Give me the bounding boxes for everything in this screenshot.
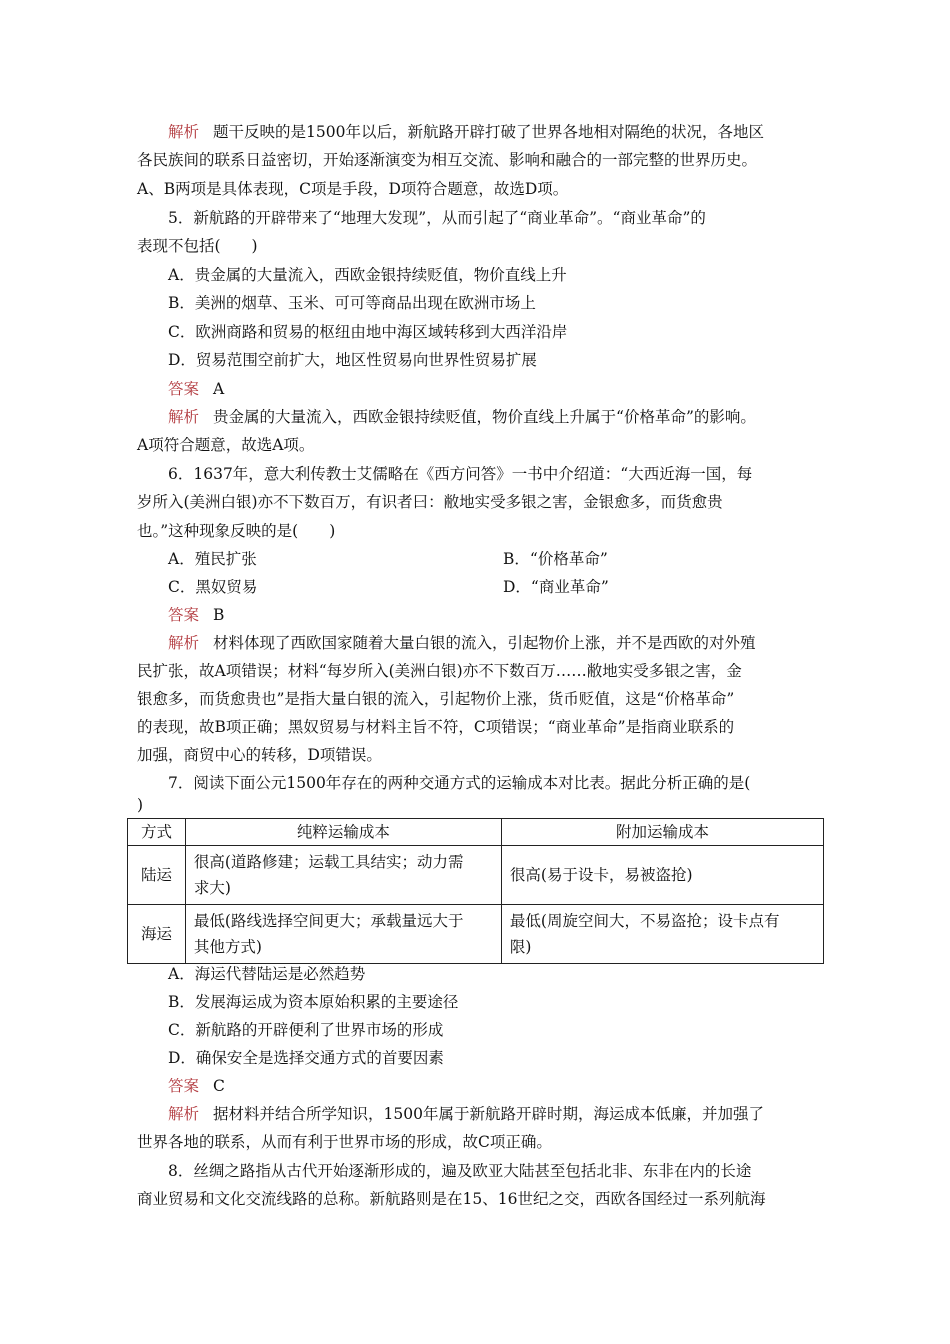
table-header: 方式 bbox=[128, 819, 186, 846]
explanation-q6-line-3: 银愈多，而货愈贵也”是指大量白银的流入，引起物价上涨，货币贬值，这是“价格革命” bbox=[137, 690, 735, 708]
question-6-option-b: B．“价格革命” bbox=[503, 550, 608, 568]
explanation-q6-line-2: 民扩张，故A项错误；材料“每岁所入(美洲白银)亦不下数百万……敝地实受多银之害，金 bbox=[137, 662, 742, 680]
table-cell bbox=[185, 905, 501, 964]
answer-value: C bbox=[213, 1077, 225, 1095]
table-cell-mode: 海运 bbox=[128, 905, 186, 964]
cell-line: 其他方式) bbox=[193, 938, 262, 956]
question-5-option-a: A．贵金属的大量流入，西欧金银持续贬值，物价直线上升 bbox=[168, 266, 567, 284]
question-6-option-d: D．“商业革命” bbox=[503, 578, 609, 596]
table-header: 附加运输成本 bbox=[501, 819, 823, 846]
question-7-option-b: B．发展海运成为资本原始积累的主要途径 bbox=[168, 993, 459, 1011]
table-row bbox=[128, 905, 824, 964]
question-7-option-a: A．海运代替陆运是必然趋势 bbox=[168, 965, 366, 983]
question-7-option-c: C．新航路的开辟便利了世界市场的形成 bbox=[168, 1021, 444, 1039]
explanation-q4-line-3: A、B两项是具体表现，C项是手段，D项符合题意，故选D项。 bbox=[137, 180, 569, 198]
table-cell bbox=[185, 846, 501, 905]
cell-line: 很高(道路修建；运载工具结实；动力需 bbox=[193, 853, 464, 871]
answer-label: 答案 bbox=[168, 1077, 200, 1095]
cell-line: 很高(易于设卡，易被盗抢) bbox=[509, 866, 693, 884]
transport-cost-table bbox=[127, 818, 824, 964]
explanation-q5-line-1 bbox=[168, 407, 756, 427]
question-6-option-a: A．殖民扩张 bbox=[168, 550, 257, 568]
explanation-q6-line-5: 加强，商贸中心的转移，D项错误。 bbox=[137, 746, 382, 764]
answer-label: 答案 bbox=[168, 380, 200, 398]
cell-line: 求大) bbox=[193, 879, 231, 897]
text: 材料体现了西欧国家随着大量白银的流入，引起物价上涨，并不是西欧的对外殖 bbox=[213, 634, 756, 652]
explanation-q7-line-2: 世界各地的联系，从而有利于世界市场的形成，故C项正确。 bbox=[137, 1133, 552, 1151]
explanation-q6-line-4: 的表现，故B项正确；黑奴贸易与材料主旨不符，C项错误；“商业革命”是指商业联系的 bbox=[137, 718, 735, 736]
question-5-stem-2: 表现不包括( ) bbox=[137, 237, 258, 255]
question-6-stem-1: 6．1637年，意大利传教士艾儒略在《西方问答》一书中介绍道：“大西近海一国，每 bbox=[168, 465, 753, 483]
explanation-q5-line-2: A项符合题意，故选A项。 bbox=[137, 436, 315, 454]
answer-label: 答案 bbox=[168, 606, 200, 624]
question-5-option-c: C．欧洲商路和贸易的枢纽由地中海区域转移到大西洋沿岸 bbox=[168, 323, 568, 341]
table-header-row bbox=[128, 819, 824, 846]
cell-line: 限) bbox=[509, 938, 532, 956]
question-7-stem-2: ) bbox=[137, 796, 144, 814]
cell-line: 最低(周旋空间大，不易盗抢；设卡点有 bbox=[509, 912, 780, 930]
table-cell bbox=[501, 905, 823, 964]
explanation-q7-line-1 bbox=[168, 1104, 764, 1124]
table-row bbox=[128, 846, 824, 905]
analysis-label: 解析 bbox=[168, 123, 200, 141]
text: 贵金属的大量流入，西欧金银持续贬值，物价直线上升属于“价格革命”的影响。 bbox=[213, 408, 756, 426]
table-cell bbox=[501, 846, 823, 905]
explanation-q4-line-1 bbox=[168, 122, 764, 142]
analysis-label: 解析 bbox=[168, 408, 200, 426]
question-6-option-c: C．黑奴贸易 bbox=[168, 578, 258, 596]
question-6-stem-2: 岁所入(美洲白银)亦不下数百万，有识者曰：敝地实受多银之害，金银愈多，而货愈贵 bbox=[137, 493, 723, 511]
question-5-option-b: B．美洲的烟草、玉米、可可等商品出现在欧洲市场上 bbox=[168, 294, 536, 312]
analysis-label: 解析 bbox=[168, 634, 200, 652]
explanation-q4-line-2: 各民族间的联系日益密切，开始逐渐演变为相互交流、影响和融合的一部完整的世界历史。 bbox=[137, 151, 758, 169]
question-6-answer bbox=[168, 605, 224, 625]
text: 据材料并结合所学知识，1500年属于新航路开辟时期，海运成本低廉，并加强了 bbox=[213, 1105, 764, 1123]
question-5-option-d: D．贸易范围空前扩大，地区性贸易向世界性贸易扩展 bbox=[168, 351, 537, 369]
explanation-q6-line-1 bbox=[168, 633, 756, 653]
question-8-stem-1: 8．丝绸之路指从古代开始逐渐形成的，遍及欧亚大陆甚至包括北非、东非在内的长途 bbox=[168, 1162, 752, 1180]
question-7-option-d: D．确保安全是选择交通方式的首要因素 bbox=[168, 1049, 444, 1067]
question-5-answer bbox=[168, 379, 224, 399]
answer-value: A bbox=[213, 380, 225, 398]
table-cell-mode: 陆运 bbox=[128, 846, 186, 905]
table-header: 纯粹运输成本 bbox=[185, 819, 501, 846]
question-7-stem-1: 7．阅读下面公元1500年存在的两种交通方式的运输成本对比表。据此分析正确的是( bbox=[168, 774, 751, 792]
text: 题干反映的是1500年以后，新航路开辟打破了世界各地相对隔绝的状况，各地区 bbox=[213, 123, 764, 141]
question-5-stem-1: 5．新航路的开辟带来了“地理大发现”，从而引起了“商业革命”。“商业革命”的 bbox=[168, 209, 706, 227]
analysis-label: 解析 bbox=[168, 1105, 200, 1123]
cell-line: 最低(路线选择空间更大；承载量远大于 bbox=[193, 912, 464, 930]
question-8-stem-2: 商业贸易和文化交流线路的总称。新航路则是在15、16世纪之交，西欧各国经过一系列航海 bbox=[137, 1190, 766, 1208]
question-6-stem-3: 也。”这种现象反映的是( ) bbox=[137, 522, 336, 540]
question-7-answer bbox=[168, 1076, 225, 1096]
answer-value: B bbox=[213, 606, 225, 624]
